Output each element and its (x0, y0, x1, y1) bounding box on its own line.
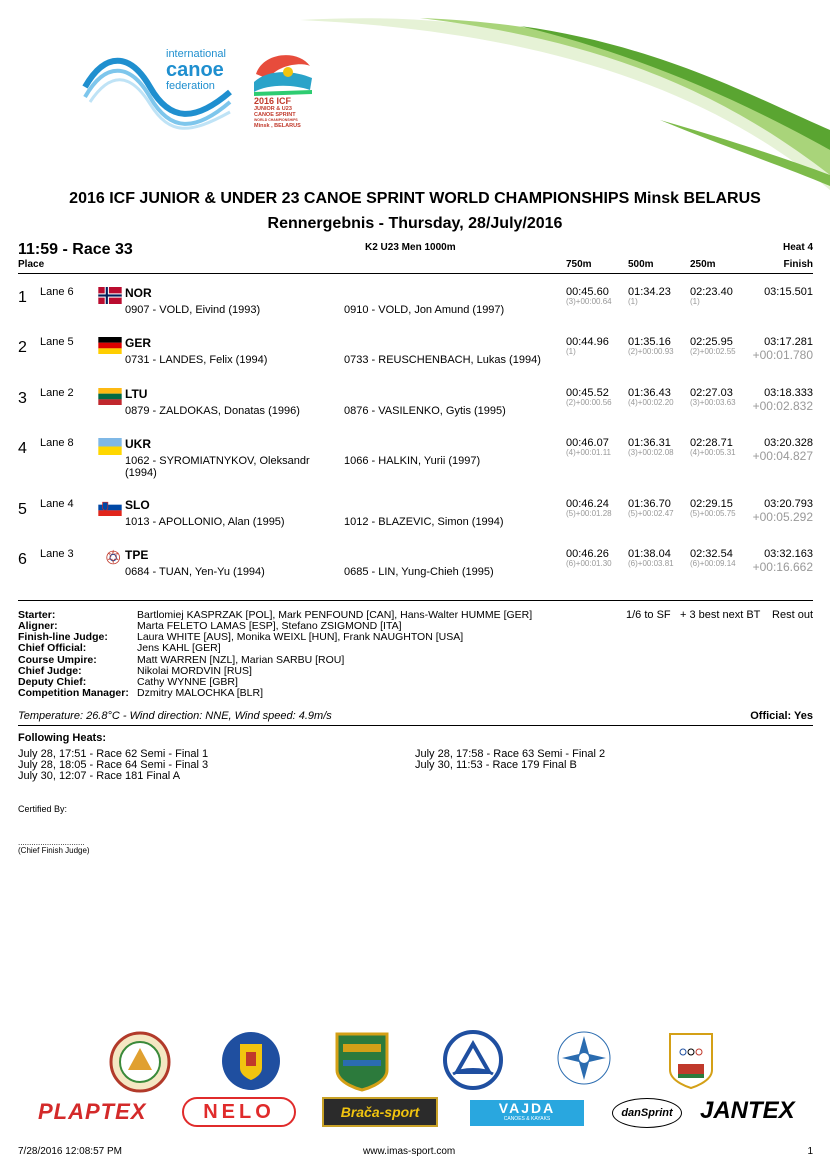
city-emblem-logo (220, 1030, 282, 1092)
page-subtitle: Rennergebnis - Thursday, 28/July/2016 (267, 215, 563, 232)
split-750m: 00:46.07 (566, 437, 609, 449)
champ-line-2: JUNIOR & U23 (254, 106, 292, 112)
finish-time: 03:18.333 (764, 387, 813, 399)
col-header-750m: 750m (566, 259, 592, 270)
split-250m-rank: (3)+00:03.63 (690, 398, 736, 407)
split-750m-rank: (1) (566, 347, 576, 356)
result-place: 5 (18, 501, 27, 518)
following-heat-item: July 28, 18:05 - Race 64 Semi - Final 3 (18, 759, 209, 771)
race-time-number: 11:59 - Race 33 (18, 241, 133, 258)
nelo-logo (182, 1097, 296, 1127)
split-500m: 01:35.16 (628, 336, 671, 348)
result-nation: NOR (125, 286, 152, 300)
finish-diff: +00:04.827 (752, 449, 813, 463)
result-row (0, 434, 830, 482)
qualification-sf: 1/6 to SF (626, 609, 671, 621)
split-750m-rank: (3)+00:00.64 (566, 297, 612, 306)
official-value: Dzmitry MALOCHKA [BLR] (137, 687, 264, 699)
split-500m-rank: (2)+00:00.93 (628, 347, 674, 356)
result-athlete-2: 0685 - LIN, Yung-Chieh (1995) (344, 566, 494, 578)
norway-flag-icon (96, 287, 124, 304)
result-place: 3 (18, 390, 27, 407)
official-label: Deputy Chief: (18, 676, 87, 688)
chinese-taipei-flag-icon (96, 549, 124, 566)
split-750m-rank: (6)+00:01.30 (566, 559, 612, 568)
official-status: Official: Yes (750, 710, 813, 722)
result-athlete-1: 0879 - ZALDOKAS, Donatas (1996) (125, 405, 300, 417)
result-lane: Lane 2 (40, 387, 74, 399)
vajda-logo-subtext: CANOES & KAYAKS (503, 1116, 551, 1122)
result-athlete-2: 0876 - VASILENKO, Gytis (1995) (344, 405, 506, 417)
website-link[interactable]: www.imas-sport.com (363, 1146, 456, 1157)
following-heats-title: Following Heats: (18, 732, 106, 744)
result-nation: TPE (125, 548, 149, 562)
result-place: 6 (18, 551, 27, 568)
printed-timestamp: 7/28/2016 12:08:57 PM (18, 1146, 122, 1157)
following-heat-item: July 28, 17:58 - Race 63 Semi - Final 2 (415, 748, 606, 760)
finish-time: 03:20.328 (764, 437, 813, 449)
ukraine-flag-icon (96, 438, 124, 455)
official-value: Laura WHITE [AUS], Monika WEIXL [HUN], Frank NAUGHTON [USA] (137, 631, 464, 643)
page-title: 2016 ICF JUNIOR & UNDER 23 CANOE SPRINT WORLD CHAMPIONSHIPS Minsk BELARUS (69, 190, 761, 207)
jantex-logo: JANTEX (700, 1097, 795, 1124)
official-label: Chief Official: (18, 642, 87, 654)
finish-time: 03:20.793 (764, 498, 813, 510)
icf-line-3: federation (166, 80, 215, 92)
result-row (0, 495, 830, 543)
split-750m: 00:45.52 (566, 387, 609, 399)
club-emblem-logo (108, 1030, 172, 1094)
result-place: 4 (18, 440, 27, 457)
following-heat-item: July 30, 11:53 - Race 179 Final B (415, 759, 577, 771)
result-nation: LTU (125, 387, 148, 401)
result-row (0, 333, 830, 381)
race-category: K2 U23 Men 1000m (365, 242, 456, 253)
split-750m-rank: (5)+00:01.28 (566, 509, 612, 518)
result-row (0, 384, 830, 432)
result-lane: Lane 3 (40, 548, 74, 560)
split-500m-rank: (6)+00:03.81 (628, 559, 674, 568)
weather-info: Temperature: 26.8°C - Wind direction: NNE, Wind speed: 4.9m/s (18, 710, 332, 722)
split-750m: 00:46.26 (566, 548, 609, 560)
region-coat-of-arms-logo (333, 1030, 391, 1092)
result-lane: Lane 8 (40, 437, 74, 449)
official-label: Finish-line Judge: (18, 631, 108, 643)
icf-logo-text (166, 48, 226, 92)
icf-line-2: canoe (166, 59, 224, 81)
sport-club-emblem-logo (556, 1030, 612, 1086)
split-500m-rank: (5)+00:02.47 (628, 509, 674, 518)
braca-sport-logo (322, 1097, 438, 1127)
official-value: Nikolai MORDVIN [RUS] (137, 665, 252, 677)
following-heats-left (18, 749, 208, 782)
champ-line-3: CANOE SPRINT (254, 112, 296, 118)
result-lane: Lane 5 (40, 336, 74, 348)
champ-line-4: WORLD CHAMPIONSHIPS (254, 118, 298, 122)
finish-diff: +00:05.292 (752, 510, 813, 524)
page-number: 1 (807, 1146, 813, 1157)
slovenia-flag-icon (96, 499, 124, 516)
official-value: Cathy WYNNE [GBR] (137, 676, 238, 688)
official-label: Course Umpire: (18, 654, 97, 666)
result-nation: SLO (125, 498, 150, 512)
certified-label: Certified By: (18, 804, 68, 814)
split-750m: 00:44.96 (566, 336, 609, 348)
split-750m: 00:45.60 (566, 286, 609, 298)
qualification-bt: + 3 best next BT (680, 609, 761, 621)
split-250m: 02:25.95 (690, 336, 733, 348)
plaptex-logo: PLAPTEX (38, 1099, 147, 1124)
split-500m-rank: (3)+00:02.08 (628, 448, 674, 457)
germany-flag-icon (96, 337, 124, 354)
finish-diff: +00:01.780 (752, 348, 813, 362)
split-750m: 00:46.24 (566, 498, 609, 510)
icf-line-1: international (166, 48, 226, 60)
result-nation: UKR (125, 437, 151, 451)
result-athlete-2: 0733 - REUSCHENBACH, Lukas (1994) (344, 354, 541, 366)
col-header-250m: 250m (690, 259, 716, 270)
finish-time: 03:32.163 (764, 548, 813, 560)
finish-time: 03:17.281 (764, 336, 813, 348)
split-250m: 02:29.15 (690, 498, 733, 510)
dansprint-logo (612, 1098, 682, 1128)
olympic-committee-logo (666, 1030, 716, 1090)
split-250m: 02:23.40 (690, 286, 733, 298)
result-lane: Lane 6 (40, 286, 74, 298)
following-heats-right (415, 749, 605, 771)
finish-time: 03:15.501 (764, 286, 813, 298)
heat-label: Heat 4 (782, 242, 813, 253)
result-place: 1 (18, 289, 27, 306)
champ-line-5: Minsk , BELARUS (254, 123, 301, 129)
official-label: Aligner: (18, 620, 58, 632)
result-nation: GER (125, 336, 152, 350)
weather-divider (18, 725, 813, 726)
split-500m: 01:34.23 (628, 286, 671, 298)
split-250m: 02:27.03 (690, 387, 733, 399)
split-500m: 01:36.31 (628, 437, 671, 449)
split-250m-rank: (1) (690, 297, 700, 306)
split-250m-rank: (6)+00:09.14 (690, 559, 736, 568)
signature-role: (Chief Finish Judge) (18, 846, 90, 855)
finish-diff: +00:02.832 (752, 399, 813, 413)
following-heat-item: July 30, 12:07 - Race 181 Final A (18, 770, 181, 782)
col-header-place: Place (18, 259, 45, 270)
following-heat-item: July 28, 17:51 - Race 62 Semi - Final 1 (18, 748, 209, 760)
split-500m-rank: (1) (628, 297, 638, 306)
split-250m-rank: (5)+00:05.75 (690, 509, 736, 518)
official-label: Starter: (18, 609, 56, 621)
result-athlete-1: 1062 - SYROMIATNYKOV, Oleksandr (1994) (125, 455, 310, 479)
result-athlete-1: 0684 - TUAN, Yen-Yu (1994) (125, 566, 265, 578)
split-500m-rank: (4)+00:02.20 (628, 398, 674, 407)
official-value: Jens KAHL [GER] (137, 642, 221, 654)
finish-diff: +00:16.662 (752, 560, 813, 574)
split-250m-rank: (4)+00:05.31 (690, 448, 736, 457)
official-value: Matt WARREN [NZL], Marian SARBU [ROU] (137, 654, 345, 666)
lithuania-flag-icon (96, 388, 124, 405)
qualification-out: Rest out (772, 609, 813, 621)
result-row (0, 283, 830, 331)
results-divider (18, 600, 813, 601)
result-athlete-2: 0910 - VOLD, Jon Amund (1997) (344, 304, 505, 316)
col-header-finish: Finish (783, 259, 813, 270)
signature-line: .............................. (18, 838, 85, 847)
result-athlete-1: 0731 - LANDES, Felix (1994) (125, 354, 268, 366)
result-row (0, 545, 830, 593)
vajda-logo (470, 1100, 584, 1126)
dansprint-logo-text: danSprint (621, 1107, 673, 1119)
result-lane: Lane 4 (40, 498, 74, 510)
official-label: Chief Judge: (18, 665, 82, 677)
split-750m-rank: (4)+00:01.11 (566, 448, 611, 457)
official-value: Bartlomiej KASPRZAK [POL], Mark PENFOUND [CAN], Hans-Walter HUMME [GER] (137, 609, 533, 621)
split-500m: 01:38.04 (628, 548, 671, 560)
split-500m: 01:36.70 (628, 498, 671, 510)
champ-line-1: 2016 ICF (254, 96, 292, 106)
split-250m: 02:32.54 (690, 548, 733, 560)
split-250m-rank: (2)+00:02.55 (690, 347, 736, 356)
official-value: Marta FELETO LAMAS [ESP], Stefano ZSIGMOND [ITA] (137, 620, 402, 632)
result-athlete-1: 0907 - VOLD, Eivind (1993) (125, 304, 261, 316)
federation-emblem-logo (443, 1030, 503, 1090)
col-header-500m: 500m (628, 259, 654, 270)
result-athlete-1: 1013 - APOLLONIO, Alan (1995) (125, 516, 285, 528)
split-750m-rank: (2)+00:00.56 (566, 398, 612, 407)
result-athlete-2: 1012 - BLAZEVIC, Simon (1994) (344, 516, 504, 528)
header-divider (18, 273, 813, 274)
split-500m: 01:36.43 (628, 387, 671, 399)
result-place: 2 (18, 339, 27, 356)
vajda-logo-text: VAJDA (498, 1100, 556, 1116)
championship-logo-text (254, 96, 301, 129)
nelo-logo-text: NELO (203, 1101, 275, 1123)
split-250m: 02:28.71 (690, 437, 733, 449)
official-label: Competition Manager: (18, 687, 129, 699)
braca-sport-logo-text: Brača-sport (340, 1104, 420, 1120)
result-athlete-2: 1066 - HALKIN, Yurii (1997) (344, 455, 481, 467)
